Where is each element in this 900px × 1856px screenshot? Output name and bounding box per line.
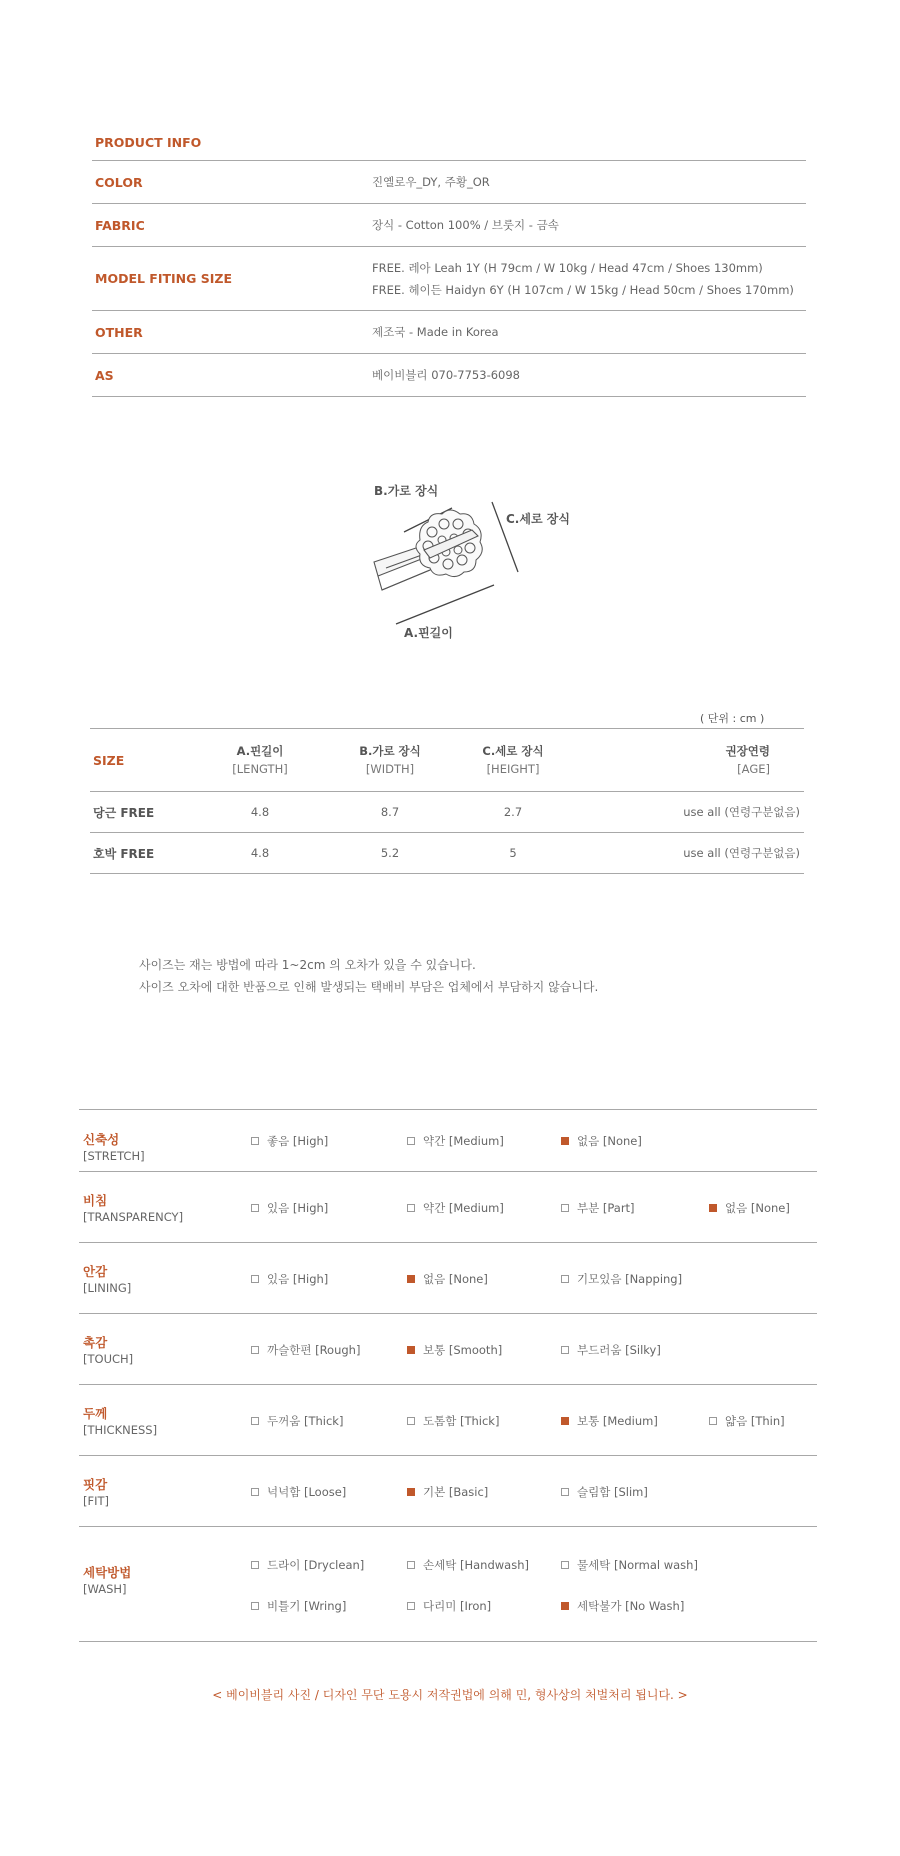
attribute-label-ko: 두께 bbox=[83, 1406, 108, 1421]
diagram-label-c: C.세로 장식 bbox=[506, 512, 570, 526]
checked-box-icon bbox=[561, 1602, 569, 1610]
product-info-label: MODEL FITING SIZE bbox=[95, 271, 232, 286]
unchecked-box-icon bbox=[407, 1561, 415, 1569]
attribute-option-label: 도톰함 [Thick] bbox=[423, 1414, 500, 1428]
size-header-size: SIZE bbox=[93, 752, 125, 768]
unchecked-box-icon bbox=[251, 1275, 259, 1283]
product-info-table bbox=[92, 125, 806, 397]
attribute-row-wash bbox=[79, 1527, 817, 1642]
attribute-option-label: 다리미 [Iron] bbox=[423, 1599, 492, 1613]
size-table bbox=[90, 728, 804, 874]
attribute-option-label: 없음 [None] bbox=[423, 1272, 488, 1286]
attribute-option-label: 보통 [Medium] bbox=[577, 1414, 658, 1428]
size-cell-width: 8.7 bbox=[380, 805, 400, 819]
size-table-header bbox=[90, 729, 804, 792]
attribute-option-label: 기모있음 [Napping] bbox=[577, 1272, 683, 1286]
unchecked-box-icon bbox=[561, 1346, 569, 1354]
attribute-option bbox=[561, 1271, 682, 1287]
product-info-value: 진옐로우_DY, 주황_OR bbox=[372, 175, 490, 189]
product-info-label: AS bbox=[95, 367, 114, 383]
checked-box-icon bbox=[407, 1275, 415, 1283]
attribute-label-en: [THICKNESS] bbox=[83, 1423, 158, 1437]
attribute-row-touch bbox=[79, 1314, 817, 1385]
attribute-label-en: [FIT] bbox=[83, 1494, 110, 1508]
product-info-header bbox=[92, 125, 806, 161]
attribute-option-label: 약간 [Medium] bbox=[423, 1201, 504, 1215]
unchecked-box-icon bbox=[251, 1346, 259, 1354]
checked-box-icon bbox=[407, 1488, 415, 1496]
attribute-option-label: 없음 [None] bbox=[725, 1201, 790, 1215]
size-note-line: 사이즈는 재는 방법에 따라 1~2cm 의 오차가 있을 수 있습니다. bbox=[139, 958, 476, 972]
unchecked-box-icon bbox=[251, 1488, 259, 1496]
attribute-option bbox=[709, 1200, 790, 1216]
product-info-value: FREE. 레아 Leah 1Y (H 79cm / W 10kg / Head 47cm / Shoes 130mm) bbox=[372, 260, 763, 275]
size-cell-length: 4.8 bbox=[250, 846, 270, 860]
attribute-label-en: [LINING] bbox=[83, 1281, 132, 1295]
size-header-title: C.세로 장식 bbox=[482, 744, 544, 758]
attribute-option bbox=[407, 1484, 488, 1500]
product-info-row-fabric bbox=[92, 204, 806, 247]
size-header-sub: [HEIGHT] bbox=[486, 762, 540, 776]
attribute-option bbox=[561, 1413, 658, 1429]
size-header-title: B.가로 장식 bbox=[359, 744, 421, 758]
product-info-value: 베이비블리 070-7753-6098 bbox=[372, 368, 520, 382]
attribute-option-label: 약간 [Medium] bbox=[423, 1134, 504, 1148]
attribute-option bbox=[407, 1200, 504, 1216]
attribute-label-ko: 세탁방법 bbox=[83, 1565, 132, 1580]
attribute-option-label: 얇음 [Thin] bbox=[725, 1414, 785, 1428]
attribute-row-thickness bbox=[79, 1385, 817, 1456]
attribute-label-en: [TOUCH] bbox=[83, 1352, 134, 1366]
fabric-attribute-table bbox=[79, 1109, 817, 1642]
attribute-option bbox=[407, 1271, 488, 1287]
unchecked-box-icon bbox=[407, 1417, 415, 1425]
size-header-length bbox=[198, 742, 322, 778]
size-unit-note: ( 단위 : cm ) bbox=[700, 712, 765, 725]
attribute-row-transparency bbox=[79, 1172, 817, 1243]
attribute-row-stretch bbox=[79, 1110, 817, 1172]
size-cell-length: 4.8 bbox=[250, 805, 270, 819]
attribute-option bbox=[561, 1200, 635, 1216]
product-info-row-other bbox=[92, 311, 806, 354]
checked-box-icon bbox=[561, 1137, 569, 1145]
product-info-label: FABRIC bbox=[95, 217, 145, 233]
copyright-notice: < 베이비블리 사진 / 디자인 무단 도용시 저작권법에 의해 민, 형사상의 처벌처리 됩니다. > bbox=[212, 1688, 688, 1702]
attribute-option bbox=[561, 1484, 648, 1500]
unchecked-box-icon bbox=[407, 1204, 415, 1212]
unchecked-box-icon bbox=[251, 1204, 259, 1212]
attribute-option bbox=[251, 1484, 346, 1500]
size-header-height bbox=[458, 742, 568, 778]
attribute-row-lining bbox=[79, 1243, 817, 1314]
checked-box-icon bbox=[407, 1346, 415, 1354]
product-info-row-as bbox=[92, 354, 806, 397]
size-cell-height: 2.7 bbox=[503, 805, 523, 819]
size-cell-name: 호박 FREE bbox=[93, 846, 155, 861]
product-info-row-model bbox=[92, 247, 806, 311]
table-row bbox=[90, 833, 804, 874]
attribute-option-label: 물세탁 [Normal wash] bbox=[577, 1558, 698, 1572]
attribute-option-label: 까슬한편 [Rough] bbox=[267, 1343, 361, 1357]
attribute-label bbox=[83, 1477, 109, 1509]
attribute-label bbox=[83, 1406, 157, 1438]
attribute-option-label: 있음 [High] bbox=[267, 1272, 329, 1286]
size-header-sub: [LENGTH] bbox=[232, 762, 288, 776]
attribute-option bbox=[251, 1133, 328, 1149]
attribute-option-label: 있음 [High] bbox=[267, 1201, 329, 1215]
unchecked-box-icon bbox=[561, 1488, 569, 1496]
unchecked-box-icon bbox=[407, 1602, 415, 1610]
attribute-option bbox=[561, 1133, 642, 1149]
product-info-value: 제조국 - Made in Korea bbox=[372, 325, 499, 339]
attribute-label bbox=[83, 1132, 145, 1164]
attribute-label-ko: 안감 bbox=[83, 1264, 108, 1279]
checked-box-icon bbox=[561, 1417, 569, 1425]
attribute-label-ko: 핏감 bbox=[83, 1477, 108, 1492]
attribute-option bbox=[561, 1342, 661, 1358]
attribute-label-en: [TRANSPARENCY] bbox=[83, 1210, 184, 1224]
diagram-label-b: B.가로 장식 bbox=[374, 484, 439, 498]
size-header-width bbox=[322, 742, 458, 778]
attribute-option bbox=[251, 1413, 343, 1429]
attribute-option bbox=[407, 1598, 491, 1614]
size-header-age bbox=[568, 742, 804, 778]
attribute-label bbox=[83, 1335, 133, 1367]
attribute-row-fit bbox=[79, 1456, 817, 1527]
attribute-option bbox=[251, 1271, 328, 1287]
size-note-line: 사이즈 오차에 대한 반품으로 인해 발생되는 택배비 부담은 업체에서 부담하지 않습니다. bbox=[139, 980, 599, 994]
attribute-option-label: 세탁불가 [No Wash] bbox=[577, 1599, 685, 1613]
attribute-label-en: [STRETCH] bbox=[83, 1149, 145, 1163]
unchecked-box-icon bbox=[251, 1137, 259, 1145]
attribute-option-label: 없음 [None] bbox=[577, 1134, 642, 1148]
size-header-sub: [WIDTH] bbox=[365, 762, 415, 776]
unchecked-box-icon bbox=[561, 1204, 569, 1212]
size-cell-age: use all (연령구분없음) bbox=[683, 805, 800, 819]
hairpin-size-diagram bbox=[360, 486, 600, 650]
attribute-option-label: 넉넉함 [Loose] bbox=[267, 1485, 347, 1499]
unchecked-box-icon bbox=[251, 1602, 259, 1610]
unchecked-box-icon bbox=[709, 1417, 717, 1425]
checked-box-icon bbox=[709, 1204, 717, 1212]
unchecked-box-icon bbox=[251, 1417, 259, 1425]
size-header-title: 권장연령 bbox=[725, 744, 770, 758]
product-info-label: OTHER bbox=[95, 324, 143, 340]
attribute-label-ko: 신축성 bbox=[83, 1132, 120, 1147]
attribute-option bbox=[407, 1342, 502, 1358]
attribute-option bbox=[251, 1200, 328, 1216]
product-info-value: 장식 - Cotton 100% / 브룻지 - 금속 bbox=[372, 218, 559, 232]
product-info-heading: PRODUCT INFO bbox=[95, 135, 202, 150]
attribute-option-label: 부분 [Part] bbox=[577, 1201, 635, 1215]
size-notes bbox=[139, 954, 598, 998]
attribute-option bbox=[561, 1598, 684, 1614]
product-info-label: COLOR bbox=[95, 174, 143, 190]
table-row bbox=[90, 792, 804, 833]
attribute-option-label: 손세탁 [Handwash] bbox=[423, 1558, 529, 1572]
attribute-option bbox=[407, 1413, 499, 1429]
size-cell-age: use all (연령구분없음) bbox=[683, 846, 800, 860]
unchecked-box-icon bbox=[407, 1137, 415, 1145]
attribute-option bbox=[561, 1557, 698, 1573]
attribute-option-label: 드라이 [Dryclean] bbox=[267, 1558, 365, 1572]
attribute-label-ko: 촉감 bbox=[83, 1335, 108, 1350]
attribute-option bbox=[251, 1598, 346, 1614]
attribute-label bbox=[83, 1264, 131, 1296]
attribute-option-label: 슬림함 [Slim] bbox=[577, 1485, 648, 1499]
attribute-option bbox=[407, 1133, 504, 1149]
size-cell-height: 5 bbox=[509, 846, 517, 860]
unchecked-box-icon bbox=[561, 1561, 569, 1569]
attribute-option-label: 두꺼움 [Thick] bbox=[267, 1414, 344, 1428]
size-header-sub: [AGE] bbox=[737, 762, 770, 776]
size-cell-width: 5.2 bbox=[380, 846, 400, 860]
product-info-row-color bbox=[92, 161, 806, 204]
attribute-option bbox=[251, 1342, 360, 1358]
unchecked-box-icon bbox=[561, 1275, 569, 1283]
product-info-value-group bbox=[372, 257, 806, 301]
attribute-label bbox=[83, 1193, 183, 1225]
attribute-option-label: 좋음 [High] bbox=[267, 1134, 329, 1148]
unchecked-box-icon bbox=[251, 1561, 259, 1569]
attribute-option bbox=[709, 1413, 785, 1429]
attribute-option-label: 비틀기 [Wring] bbox=[267, 1599, 347, 1613]
diagram-label-a: A.핀길이 bbox=[404, 626, 453, 640]
attribute-option-label: 부드러움 [Silky] bbox=[577, 1343, 661, 1357]
size-header-title: A.핀길이 bbox=[236, 744, 284, 758]
attribute-label bbox=[83, 1565, 131, 1597]
attribute-label-en: [WASH] bbox=[83, 1582, 127, 1596]
attribute-option bbox=[251, 1557, 364, 1573]
attribute-option-label: 기본 [Basic] bbox=[423, 1485, 489, 1499]
attribute-label-ko: 비침 bbox=[83, 1193, 108, 1208]
product-info-value: FREE. 헤이든 Haidyn 6Y (H 107cm / W 15kg / Head 50cm / Shoes 170mm) bbox=[372, 282, 794, 297]
attribute-option bbox=[407, 1557, 529, 1573]
size-cell-name: 당근 FREE bbox=[93, 805, 155, 820]
attribute-option-label: 보통 [Smooth] bbox=[423, 1343, 503, 1357]
